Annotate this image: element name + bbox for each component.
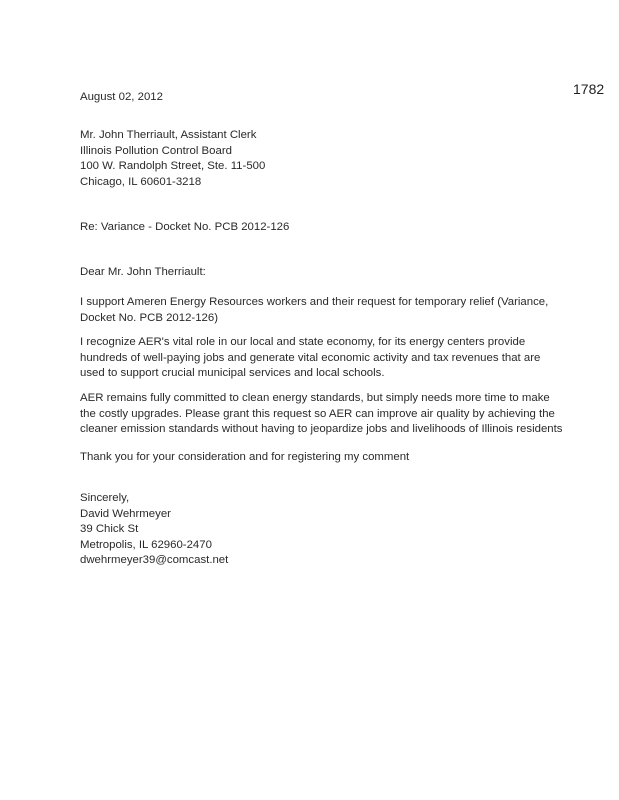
recipient-organization: Illinois Pollution Control Board — [80, 144, 232, 157]
paragraph-economy — [80, 335, 560, 382]
sender-name: David Wehrmeyer — [80, 507, 171, 520]
sender-email: dwehrmeyer39@comcast.net — [80, 554, 229, 567]
paragraph-standards — [80, 391, 563, 438]
salutation-text: Dear Mr. John Therriault: — [80, 266, 206, 278]
paragraph-line: Thank you for your consideration and for registering my comment — [80, 451, 410, 463]
paragraph-line: Docket No. PCB 2012-126) — [80, 311, 219, 324]
page-number: 1782 — [573, 81, 605, 97]
paragraph-thanks — [80, 450, 560, 466]
letter-date — [80, 90, 560, 106]
paragraph-line: I support Ameren Energy Resources workers and their request for temporary relief (Variance, — [80, 296, 549, 308]
recipient-city: Chicago, IL 60601-3218 — [80, 175, 202, 188]
paragraph-line: AER remains fully committed to clean energy standards, but simply needs more time to make — [80, 392, 550, 404]
recipient-name: Mr. John Therriault, Assistant Clerk — [80, 129, 257, 141]
recipient-street: 100 W. Randolph Street, Ste. 11-500 — [80, 160, 266, 173]
paragraph-line: used to support crucial municipal services and local schools. — [80, 367, 385, 380]
recipient-address — [80, 128, 560, 190]
paragraph-line: I recognize AER's vital role in our local and state economy, for its energy centers provide — [80, 336, 526, 348]
closing-salutation: Sincerely, — [80, 492, 130, 504]
paragraph-line: cleaner emission standards without having to jeopardize jobs and livelihoods of Illinois residents — [80, 423, 563, 436]
salutation — [80, 265, 560, 281]
paragraph-support — [80, 295, 560, 326]
subject-line — [80, 220, 560, 236]
sender-street: 39 Chick St — [80, 523, 139, 536]
date-text: August 02, 2012 — [80, 91, 163, 103]
signature-block — [80, 491, 560, 569]
sender-city: Metropolis, IL 62960-2470 — [80, 538, 212, 551]
paragraph-line: hundreds of well-paying jobs and generate vital economic activity and tax revenues that are — [80, 351, 541, 364]
subject-text: Re: Variance - Docket No. PCB 2012-126 — [80, 221, 290, 233]
paragraph-line: the costly upgrades. Please grant this request so AER can improve air quality by achieving the — [80, 407, 555, 420]
